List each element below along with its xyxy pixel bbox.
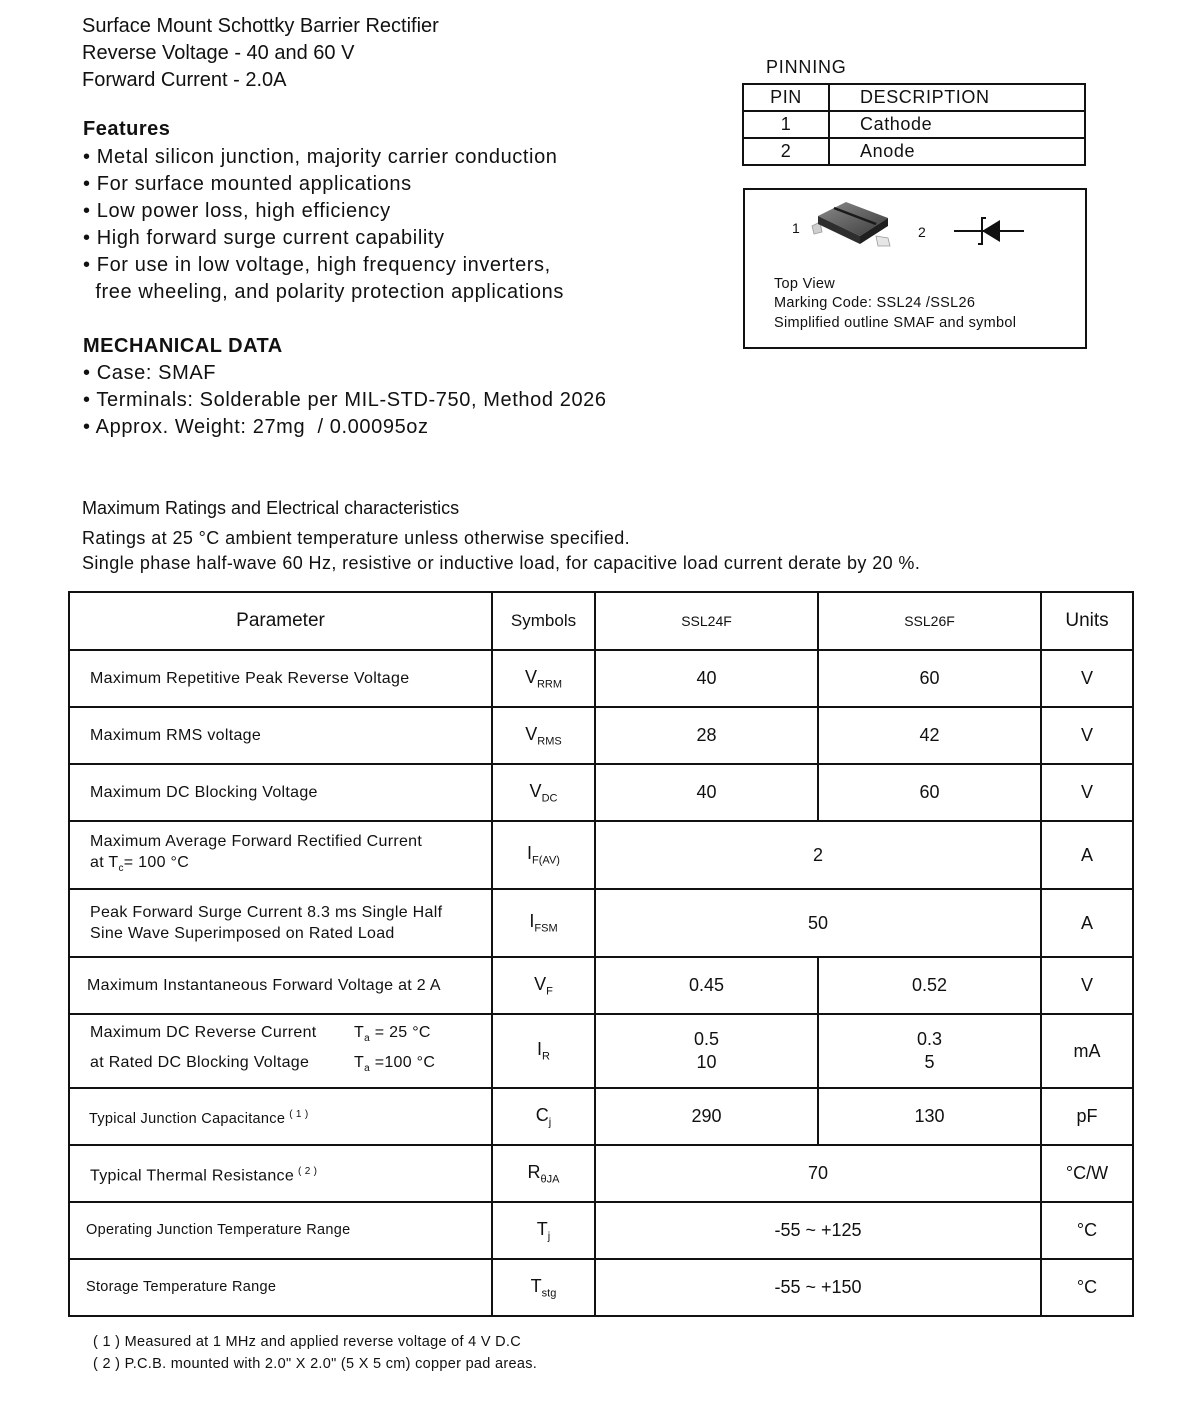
unit-cell: V (1041, 764, 1133, 821)
value-cell-ssl24f: 40 (595, 764, 818, 821)
symbol-cell: $T_{stg}$ (492, 1259, 595, 1316)
ratings-note: Ratings at 25 °C ambient temperature unless otherwise specified. (82, 528, 631, 548)
title-product: Surface Mount Schottky Barrier Rectifier (82, 15, 439, 37)
pin-col-header: PIN (743, 84, 829, 111)
param-line: Peak Forward Surge Current 8.3 ms Single Half (90, 904, 443, 921)
param-cell: Maximum Instantaneous Forward Voltage at 2 A (69, 957, 492, 1014)
pinning-row (743, 138, 1085, 165)
title-current: Forward Current - 2.0A (82, 69, 287, 91)
symbol-cell: $I_{FSM}$ (492, 889, 595, 957)
value-cell-ssl26f: 0.3 5 (818, 1014, 1041, 1088)
mechanical-heading: MECHANICAL DATA (83, 335, 283, 357)
unit-cell: °C (1041, 1202, 1133, 1259)
value-cell-ssl26f: 0.52 (818, 957, 1041, 1014)
param-cell: Typical Junction Capacitance $^{( 1 )}$ (69, 1088, 492, 1145)
pin-description: Anode (829, 138, 1085, 165)
param-cell: Storage Temperature Range (69, 1259, 492, 1316)
symbol-cell: $R_{\theta JA}$ (492, 1145, 595, 1202)
pin-number: 1 (743, 111, 829, 138)
table-row (69, 1145, 1133, 1202)
value-cell-ssl24f: 290 (595, 1088, 818, 1145)
value-cell-ssl24f: 40 (595, 650, 818, 707)
symbol-cell: $V_{RRM}$ (492, 650, 595, 707)
pin-number: 2 (743, 138, 829, 165)
symbol-cell: $C_j$ (492, 1088, 595, 1145)
pinning-table (742, 83, 1086, 166)
value-cell-merged: 2 (595, 821, 1041, 889)
pinning-header-row (743, 84, 1085, 111)
ratings-title: Maximum Ratings and Electrical characteristics (82, 498, 460, 518)
param-line: Maximum DC Reverse Current $T_a = 25$ °C (90, 1021, 491, 1051)
header-ssl26f: SSL26F (818, 592, 1041, 650)
param-cell: Operating Junction Temperature Range (69, 1202, 492, 1259)
unit-cell: A (1041, 821, 1133, 889)
table-row (69, 1088, 1133, 1145)
unit-cell: V (1041, 707, 1133, 764)
table-row (69, 1202, 1133, 1259)
table-header-row (69, 592, 1133, 650)
condition-ta-100: $T_a =100$ °C (354, 1054, 436, 1075)
table-row (69, 707, 1133, 764)
footnote-2: ( 2 ) P.C.B. mounted with 2.0" X 2.0" (5 X 5 cm) copper pad areas. (93, 1356, 538, 1372)
unit-cell: mA (1041, 1014, 1133, 1088)
smaf-package-icon (810, 198, 894, 254)
value-cell-merged: 70 (595, 1145, 1041, 1202)
pinning-heading: PINNING (766, 57, 847, 77)
feature-item: • Metal silicon junction, majority carrier conduction (83, 146, 558, 168)
pinning-row (743, 111, 1085, 138)
value-cell-merged: 50 (595, 889, 1041, 957)
table-row (69, 650, 1133, 707)
value-cell-ssl24f: 28 (595, 707, 818, 764)
footnote-ref: ( 2 ) (298, 1165, 318, 1177)
feature-item: free wheeling, and polarity protection applications (83, 281, 564, 303)
unit-cell: V (1041, 650, 1133, 707)
header-parameter: Parameter (69, 592, 492, 650)
feature-item: • For use in low voltage, high frequency inverters, (83, 254, 551, 276)
param-line: Sine Wave Superimposed on Rated Load (90, 925, 395, 942)
table-row (69, 957, 1133, 1014)
header-ssl24f: SSL24F (595, 592, 818, 650)
table-row (69, 821, 1133, 889)
table-row (69, 889, 1133, 957)
unit-cell: pF (1041, 1088, 1133, 1145)
footnote-ref: ( 1 ) (289, 1108, 309, 1120)
feature-item: • High forward surge current capability (83, 227, 445, 249)
param-cell: Maximum RMS voltage (69, 707, 492, 764)
symbol-cell: $T_j$ (492, 1202, 595, 1259)
symbol-cell: $I_R$ (492, 1014, 595, 1088)
feature-item: • For surface mounted applications (83, 173, 412, 195)
package-note-outline: Simplified outline SMAF and symbol (774, 315, 1017, 331)
param-line: at $T_c= 100$ °C (90, 853, 190, 875)
package-note-marking: Marking Code: SSL24 /SSL26 (774, 295, 976, 311)
pin-description: Cathode (829, 111, 1085, 138)
value-cell-ssl26f: 60 (818, 764, 1041, 821)
value-cell-ssl26f: 42 (818, 707, 1041, 764)
condition-ta-25: $T_a = 25$ °C (354, 1023, 431, 1044)
mechanical-item: • Terminals: Solderable per MIL-STD-750, Method 2026 (83, 389, 607, 411)
table-row (69, 764, 1133, 821)
value-cell-ssl24f: 0.5 10 (595, 1014, 818, 1088)
pin-label-1: 1 (792, 220, 800, 236)
symbol-cell: $V_F$ (492, 957, 595, 1014)
value-cell-merged: -55 ~ +150 (595, 1259, 1041, 1316)
diode-symbol-icon (950, 212, 1028, 248)
mechanical-item: • Approx. Weight: 27mg / 0.00095oz (83, 416, 429, 438)
mechanical-item: • Case: SMAF (83, 362, 217, 384)
features-heading: Features (83, 118, 171, 140)
param-cell (69, 1014, 492, 1088)
pin-label-2: 2 (918, 224, 926, 240)
symbol-cell: $I_{F(AV)}$ (492, 821, 595, 889)
package-note-view: Top View (774, 276, 835, 292)
value-cell-merged: -55 ~ +125 (595, 1202, 1041, 1259)
unit-cell: °C (1041, 1259, 1133, 1316)
symbol-cell: $V_{RMS}$ (492, 707, 595, 764)
value-cell-ssl26f: 60 (818, 650, 1041, 707)
symbol-cell: $V_{DC}$ (492, 764, 595, 821)
ratings-table (68, 591, 1134, 1317)
table-row (69, 1259, 1133, 1316)
desc-col-header: DESCRIPTION (829, 84, 1085, 111)
feature-item: • Low power loss, high efficiency (83, 200, 391, 222)
param-cell: Maximum DC Blocking Voltage (69, 764, 492, 821)
unit-cell: V (1041, 957, 1133, 1014)
footnote-1: ( 1 ) Measured at 1 MHz and applied reverse voltage of 4 V D.C (93, 1334, 522, 1350)
header-units: Units (1041, 592, 1133, 650)
table-row (69, 1014, 1133, 1088)
param-line: Maximum Average Forward Rectified Current (90, 832, 423, 850)
param-line: at Rated DC Blocking Voltage $T_a =100$ °C (90, 1051, 491, 1081)
param-cell: Maximum Repetitive Peak Reverse Voltage (69, 650, 492, 707)
param-cell: Typical Thermal Resistance $^{( 2 )}$ (69, 1145, 492, 1202)
header-symbols: Symbols (492, 592, 595, 650)
title-voltage: Reverse Voltage - 40 and 60 V (82, 42, 355, 64)
value-cell-ssl26f: 130 (818, 1088, 1041, 1145)
unit-cell: A (1041, 889, 1133, 957)
ratings-note: Single phase half-wave 60 Hz, resistive or inductive load, for capacitive load current derate by 20 %. (82, 553, 921, 573)
unit-cell: °C/W (1041, 1145, 1133, 1202)
value-cell-ssl24f: 0.45 (595, 957, 818, 1014)
param-cell (69, 821, 492, 889)
param-cell (69, 889, 492, 957)
